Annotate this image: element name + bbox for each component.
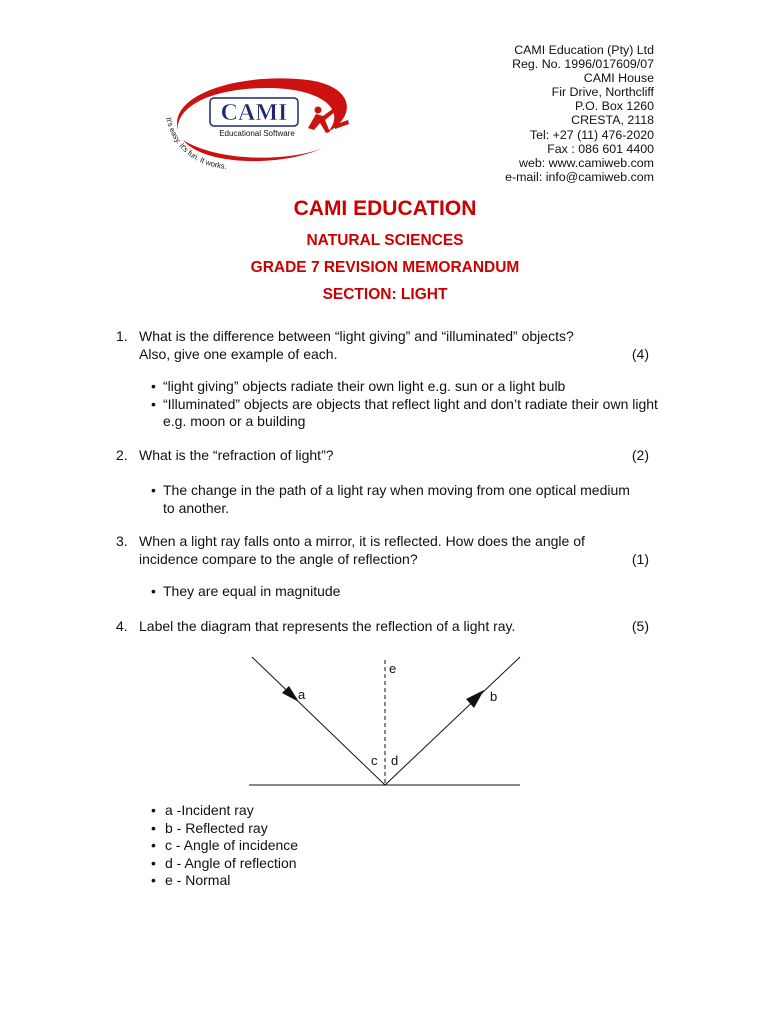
- question-number: 1.: [116, 328, 128, 344]
- question-marks: (1): [631, 550, 649, 567]
- answer-item: • They are equal in magnitude: [151, 583, 341, 599]
- answer-item: • The change in the path of a light ray when moving from one optical medium to another.: [151, 482, 630, 516]
- label-d: d: [391, 753, 399, 768]
- contact-email: e-mail: info@camiweb.com: [505, 169, 654, 184]
- answer-item: • c - Angle of incidence: [151, 837, 299, 853]
- answer-item: • “light giving” objects radiate their own light e.g. sun or a light bulb: [151, 378, 566, 394]
- contact-line: Fir Drive, Northcliff: [551, 85, 654, 100]
- answer-item: • a -Incident ray: [151, 802, 254, 818]
- answer-item: • “Illuminated” objects are objects that reflect light and don’t radiate their own light e.g. moon or a building: [151, 395, 658, 429]
- label-e: e: [389, 661, 397, 676]
- question-1: [116, 328, 656, 363]
- logo-wordmark: CAMI: [220, 100, 288, 126]
- contact-line: CRESTA, 2118: [571, 113, 654, 128]
- question-text: What is the difference between “light giving” and “illuminated” objects? Also, give one example of each.: [139, 328, 574, 362]
- question-text: When a light ray falls onto a mirror, it is reflected. How does the angle of incidence compare to the angle of reflection?: [139, 533, 585, 567]
- question-2: [116, 447, 656, 465]
- answer-list-3: [151, 583, 661, 601]
- incident-ray: [252, 657, 385, 785]
- contact-line: CAMI House: [583, 71, 654, 86]
- subject-heading: NATURAL SCIENCES: [306, 232, 464, 249]
- question-text: Label the diagram that represents the reflection of a light ray.: [139, 618, 516, 634]
- label-c: c: [371, 753, 378, 768]
- contact-line: CAMI Education (Pty) Ltd: [514, 43, 654, 57]
- label-b: b: [490, 689, 498, 704]
- reflected-ray: [385, 657, 520, 785]
- question-marks: (2): [631, 447, 649, 463]
- answer-item: • e - Normal: [151, 872, 231, 888]
- logo-subtitle: Educational Software: [219, 129, 295, 138]
- question-text: What is the “refraction of light”?: [139, 447, 334, 463]
- question-3: [116, 533, 656, 568]
- contact-web: web: www.camiweb.com: [519, 155, 654, 170]
- label-a: a: [298, 687, 306, 702]
- reflection-diagram: [246, 652, 526, 790]
- answer-list-1: [151, 378, 661, 431]
- answer-item: • d - Angle of reflection: [151, 854, 297, 871]
- question-marks: (4): [631, 345, 649, 362]
- question-marks: (5): [631, 618, 649, 634]
- diagram-answer-list: [151, 802, 298, 890]
- section-heading: SECTION: LIGHT: [322, 286, 448, 303]
- contact-line: P.O. Box 1260: [575, 99, 654, 114]
- question-number: 4.: [116, 618, 128, 634]
- answer-list-2: [151, 482, 631, 517]
- answer-item: • b - Reflected ray: [151, 819, 268, 836]
- document-title: CAMI EDUCATION: [293, 197, 477, 220]
- question-4: [116, 618, 656, 636]
- contact-line: Fax : 086 601 4400: [547, 141, 654, 156]
- logo-tagline: It's easy. It's fun. It works.: [164, 116, 228, 172]
- question-number: 3.: [116, 533, 128, 549]
- question-number: 2.: [116, 447, 128, 463]
- cami-logo: [158, 70, 368, 180]
- contact-block: [394, 43, 654, 184]
- memo-heading: GRADE 7 REVISION MEMORANDUM: [250, 259, 520, 276]
- contact-line: Tel: +27 (11) 476-2020: [529, 127, 654, 142]
- contact-line: Reg. No. 1996/017609/07: [512, 57, 654, 72]
